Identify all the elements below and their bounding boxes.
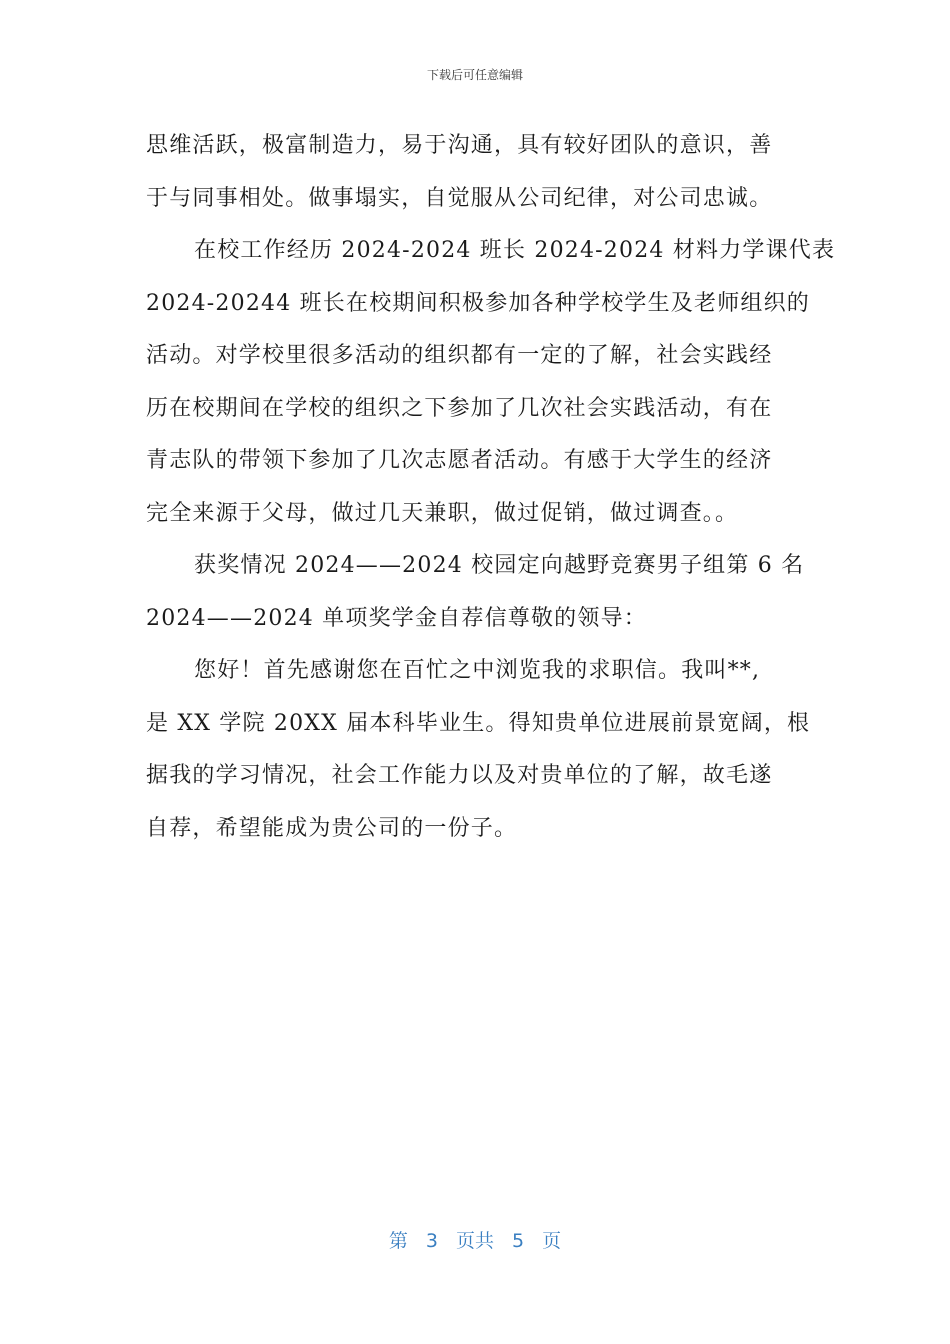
- page-header: 下载后可任意编辑: [426, 68, 523, 82]
- text-line: 完全来源于父母，做过几天兼职，做过促销，做过调查。。: [146, 500, 739, 526]
- text-line: 获奖情况 2024——2024 校园定向越野竞赛男子组第 6 名: [194, 553, 805, 578]
- document-body: [146, 120, 836, 855]
- text-line: 2024——2024 单项奖学金自荐信尊敬的领导：: [146, 605, 647, 631]
- text-line: 自荐，希望能成为贵公司的一份子。: [146, 815, 518, 841]
- page-number-footer: 第 3 页共 5 页: [388, 1230, 562, 1252]
- text-line: 2024-20244 班长在校期间积极参加各种学校学生及老师组织的: [146, 290, 811, 316]
- text-line: 思维活跃，极富制造力，易于沟通，具有较好团队的意识，善: [146, 133, 773, 158]
- text-line: 历在校期间在学校的组织之下参加了几次社会实践活动，有在: [146, 395, 773, 421]
- text-line: 活动。对学校里很多活动的组织都有一定的了解，社会实践经: [146, 343, 773, 368]
- text-line: 于与同事相处。做事塌实，自觉服从公司纪律，对公司忠诚。: [146, 185, 773, 211]
- text-line: 您好！首先感谢您在百忙之中浏览我的求职信。我叫**,: [194, 658, 761, 683]
- text-line: 是 XX 学院 20XX 届本科毕业生。得知贵单位进展前景宽阔，根: [146, 710, 811, 736]
- text-line: 据我的学习情况，社会工作能力以及对贵单位的了解，故毛遂: [146, 763, 773, 788]
- text-line: 在校工作经历 2024-2024 班长 2024-2024 材料力学课代表: [194, 238, 836, 263]
- text-line: 青志队的带领下参加了几次志愿者活动。有感于大学生的经济: [146, 448, 773, 473]
